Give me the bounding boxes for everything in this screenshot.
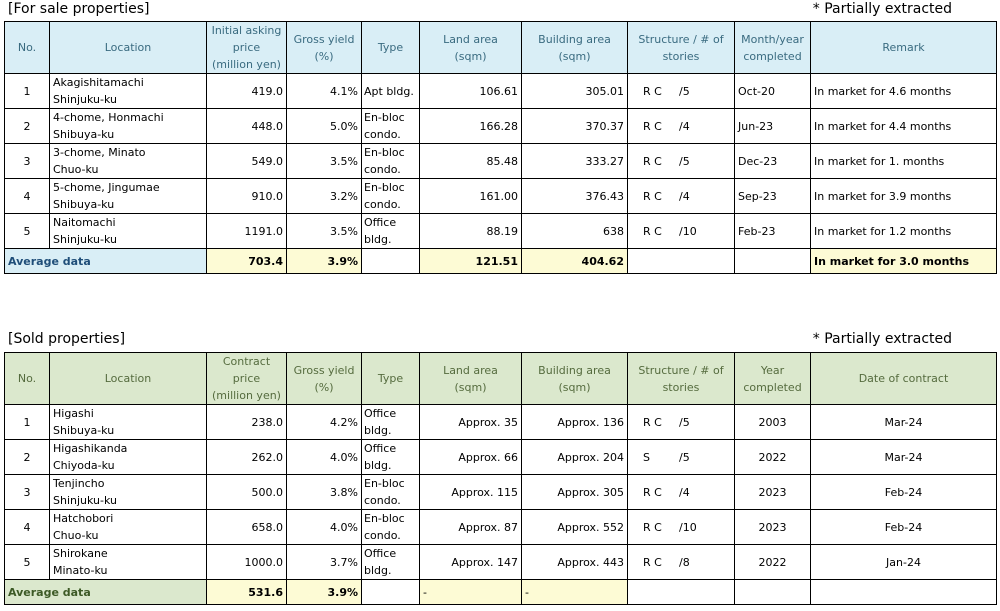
table-row: [5, 405, 997, 440]
average-completed: [735, 580, 811, 605]
cell-structure: R C /8: [628, 545, 735, 580]
average-building: -: [522, 580, 628, 605]
header-land: Land area (sqm): [420, 22, 522, 74]
header-location: Location: [50, 22, 207, 74]
sold-note: * Partially extracted: [812, 331, 952, 347]
cell-contract-date: Mar-24: [811, 405, 997, 440]
cell-land: 85.48: [420, 144, 522, 179]
average-yield: 3.9%: [287, 249, 362, 274]
cell-completed: 2023: [735, 475, 811, 510]
cell-remark: In market for 4.4 months: [811, 109, 997, 144]
cell-no: 3: [5, 475, 50, 510]
cell-yield: 3.8%: [287, 475, 362, 510]
cell-contract-date: Feb-24: [811, 475, 997, 510]
cell-building: Approx. 204: [522, 440, 628, 475]
table-row: [5, 475, 997, 510]
cell-completed: Jun-23: [735, 109, 811, 144]
header-row: [5, 353, 997, 405]
cell-building: Approx. 443: [522, 545, 628, 580]
table-row: [5, 179, 997, 214]
cell-remark: In market for 1.2 months: [811, 214, 997, 249]
table-row: [5, 144, 997, 179]
cell-contract-date: Mar-24: [811, 440, 997, 475]
cell-price: 658.0: [207, 510, 287, 545]
cell-price: 419.0: [207, 74, 287, 109]
cell-remark: In market for 1. months: [811, 144, 997, 179]
cell-completed: 2003: [735, 405, 811, 440]
table-row: [5, 74, 997, 109]
cell-structure: R C /5: [628, 74, 735, 109]
cell-no: 5: [5, 214, 50, 249]
cell-price: 238.0: [207, 405, 287, 440]
sold-table: [4, 352, 997, 605]
header-structure: Structure / # of stories: [628, 22, 735, 74]
header-remark: Remark: [811, 22, 997, 74]
cell-location: Hatchobori Chuo-ku: [50, 510, 207, 545]
average-row: [5, 249, 997, 274]
cell-type: En-bloc condo.: [362, 144, 420, 179]
cell-yield: 4.0%: [287, 440, 362, 475]
cell-no: 4: [5, 510, 50, 545]
cell-location: Akagishitamachi Shinjuku-ku: [50, 74, 207, 109]
table-row: [5, 545, 997, 580]
cell-yield: 3.2%: [287, 179, 362, 214]
cell-location: 5-chome, Jingumae Shibuya-ku: [50, 179, 207, 214]
header-type: Type: [362, 22, 420, 74]
cell-building: 370.37: [522, 109, 628, 144]
table-row: [5, 214, 997, 249]
cell-type: En-bloc condo.: [362, 109, 420, 144]
cell-type: Office bldg.: [362, 214, 420, 249]
sold-title: [Sold properties]: [8, 331, 126, 347]
header-no: No.: [5, 353, 50, 405]
cell-contract-date: Feb-24: [811, 510, 997, 545]
cell-land: Approx. 66: [420, 440, 522, 475]
cell-price: 1000.0: [207, 545, 287, 580]
cell-completed: 2022: [735, 440, 811, 475]
cell-yield: 3.5%: [287, 214, 362, 249]
cell-price: 549.0: [207, 144, 287, 179]
cell-type: En-bloc condo.: [362, 475, 420, 510]
average-structure: [628, 580, 735, 605]
average-type: [362, 249, 420, 274]
cell-structure: R C /4: [628, 475, 735, 510]
average-building: 404.62: [522, 249, 628, 274]
header-land: Land area (sqm): [420, 353, 522, 405]
cell-no: 3: [5, 144, 50, 179]
cell-location: Tenjincho Shinjuku-ku: [50, 475, 207, 510]
average-price: 531.6: [207, 580, 287, 605]
header-building: Building area (sqm): [522, 353, 628, 405]
average-contract-date: [811, 580, 997, 605]
cell-type: En-bloc condo.: [362, 179, 420, 214]
cell-structure: S /5: [628, 440, 735, 475]
cell-land: 88.19: [420, 214, 522, 249]
cell-no: 5: [5, 545, 50, 580]
cell-yield: 3.7%: [287, 545, 362, 580]
cell-completed: Feb-23: [735, 214, 811, 249]
cell-land: Approx. 147: [420, 545, 522, 580]
cell-type: En-bloc condo.: [362, 510, 420, 545]
average-label: Average data: [5, 580, 207, 605]
header-yield: Gross yield (%): [287, 22, 362, 74]
cell-completed: 2023: [735, 510, 811, 545]
cell-building: 305.01: [522, 74, 628, 109]
average-label: Average data: [5, 249, 207, 274]
header-location: Location: [50, 353, 207, 405]
cell-no: 1: [5, 74, 50, 109]
cell-yield: 4.0%: [287, 510, 362, 545]
average-row: [5, 580, 997, 605]
for-sale-note: * Partially extracted: [812, 1, 952, 17]
average-remark: In market for 3.0 months: [811, 249, 997, 274]
cell-location: 3-chome, Minato Chuo-ku: [50, 144, 207, 179]
average-completed: [735, 249, 811, 274]
cell-yield: 5.0%: [287, 109, 362, 144]
cell-remark: In market for 3.9 months: [811, 179, 997, 214]
for-sale-table: [4, 21, 997, 274]
cell-building: Approx. 305: [522, 475, 628, 510]
header-price: Initial asking price (million yen): [207, 22, 287, 74]
cell-building: 376.43: [522, 179, 628, 214]
cell-type: Office bldg.: [362, 405, 420, 440]
cell-structure: R C /5: [628, 405, 735, 440]
cell-land: Approx. 115: [420, 475, 522, 510]
cell-price: 910.0: [207, 179, 287, 214]
header-completed: Month/year completed: [735, 22, 811, 74]
cell-price: 448.0: [207, 109, 287, 144]
cell-remark: In market for 4.6 months: [811, 74, 997, 109]
for-sale-title: [For sale properties]: [8, 1, 150, 17]
cell-location: Higashikanda Chiyoda-ku: [50, 440, 207, 475]
table-row: [5, 510, 997, 545]
header-building: Building area (sqm): [522, 22, 628, 74]
header-completed: Year completed: [735, 353, 811, 405]
cell-completed: Dec-23: [735, 144, 811, 179]
cell-structure: R C /4: [628, 179, 735, 214]
cell-land: 106.61: [420, 74, 522, 109]
cell-yield: 4.1%: [287, 74, 362, 109]
cell-land: 166.28: [420, 109, 522, 144]
cell-location: Naitomachi Shinjuku-ku: [50, 214, 207, 249]
cell-land: Approx. 87: [420, 510, 522, 545]
cell-location: 4-chome, Honmachi Shibuya-ku: [50, 109, 207, 144]
average-yield: 3.9%: [287, 580, 362, 605]
cell-building: 333.27: [522, 144, 628, 179]
cell-no: 2: [5, 109, 50, 144]
cell-completed: 2022: [735, 545, 811, 580]
cell-building: Approx. 136: [522, 405, 628, 440]
cell-completed: Sep-23: [735, 179, 811, 214]
cell-yield: 3.5%: [287, 144, 362, 179]
cell-contract-date: Jan-24: [811, 545, 997, 580]
cell-land: 161.00: [420, 179, 522, 214]
cell-location: Shirokane Minato-ku: [50, 545, 207, 580]
header-structure: Structure / # of stories: [628, 353, 735, 405]
cell-type: Apt bldg.: [362, 74, 420, 109]
header-contract-date: Date of contract: [811, 353, 997, 405]
cell-price: 262.0: [207, 440, 287, 475]
header-no: No.: [5, 22, 50, 74]
cell-no: 2: [5, 440, 50, 475]
cell-no: 1: [5, 405, 50, 440]
table-row: [5, 440, 997, 475]
cell-land: Approx. 35: [420, 405, 522, 440]
cell-price: 500.0: [207, 475, 287, 510]
cell-building: 638: [522, 214, 628, 249]
average-land: 121.51: [420, 249, 522, 274]
cell-type: Office bldg.: [362, 440, 420, 475]
cell-structure: R C /5: [628, 144, 735, 179]
table-row: [5, 109, 997, 144]
average-land: -: [420, 580, 522, 605]
cell-no: 4: [5, 179, 50, 214]
cell-building: Approx. 552: [522, 510, 628, 545]
cell-type: Office bldg.: [362, 545, 420, 580]
cell-price: 1191.0: [207, 214, 287, 249]
cell-location: Higashi Shibuya-ku: [50, 405, 207, 440]
cell-structure: R C /4: [628, 109, 735, 144]
cell-structure: R C /10: [628, 214, 735, 249]
average-price: 703.4: [207, 249, 287, 274]
header-yield: Gross yield (%): [287, 353, 362, 405]
header-row: [5, 22, 997, 74]
cell-structure: R C /10: [628, 510, 735, 545]
cell-completed: Oct-20: [735, 74, 811, 109]
header-type: Type: [362, 353, 420, 405]
cell-yield: 4.2%: [287, 405, 362, 440]
average-type: [362, 580, 420, 605]
average-structure: [628, 249, 735, 274]
header-price: Contract price (million yen): [207, 353, 287, 405]
